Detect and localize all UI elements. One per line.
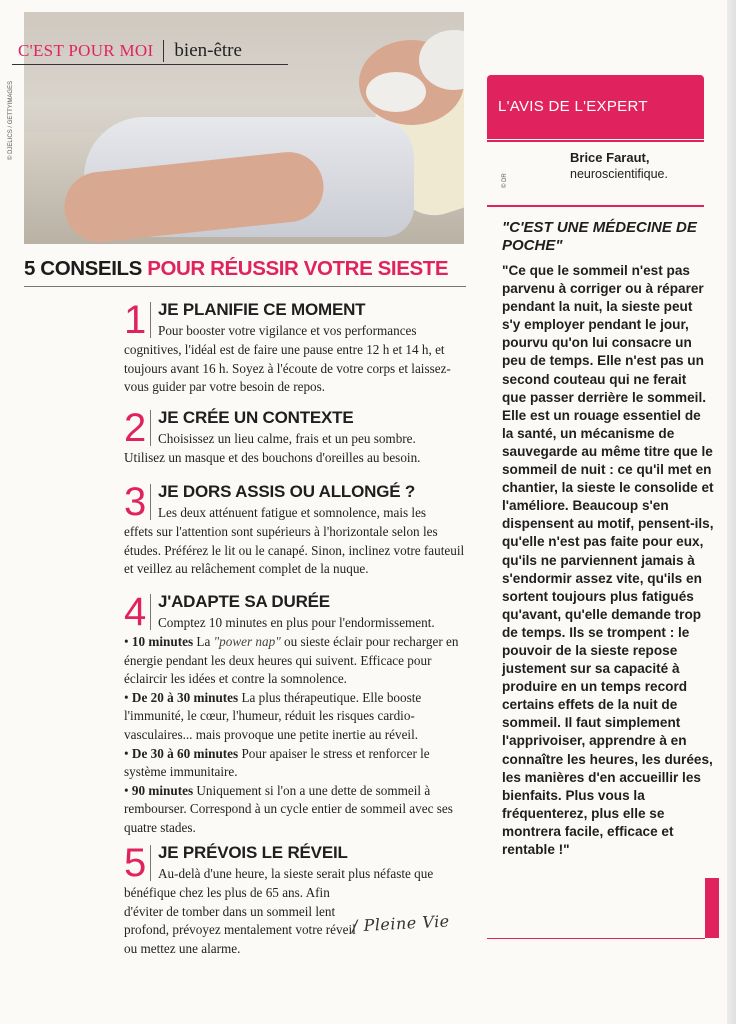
quote-bottom-rule xyxy=(487,938,705,939)
tip-number: 4 xyxy=(124,590,147,634)
duration-item: • 90 minutes Uniquement si l'on a une dette de sommeil à rembourser. Correspond à un cycle entier de sommeil avec ses quatre stades. xyxy=(124,782,453,835)
rubric xyxy=(18,38,242,64)
tip-title: JE PRÉVOIS LE RÉVEIL xyxy=(158,843,348,862)
tip-divider xyxy=(150,845,151,881)
tip-text: Utilisez un masque et des bouchons d'oreilles au besoin. xyxy=(124,450,421,465)
tip-title: JE CRÉE UN CONTEXTE xyxy=(158,408,354,427)
tip-first-line: Au-delà d'une heure, la sieste serait plus néfaste que xyxy=(158,866,434,881)
handwritten-signature: / Pleine Vie xyxy=(351,911,451,936)
rubric-underline xyxy=(12,64,288,65)
duration-item: • De 20 à 30 minutes La plus thérapeutique. Elle booste l'immunité, le cœur, l'humeur, réduit les risques cardio-vasculaires... mais provoque une petite inertie au réveil. xyxy=(124,689,422,742)
rubric-main: C'EST POUR MOI xyxy=(18,41,154,60)
expert-role: neuroscientifique. xyxy=(570,167,668,181)
expert-photo-credit: © DR xyxy=(502,173,508,188)
tip-number: 2 xyxy=(124,406,147,450)
tip-number: 3 xyxy=(124,480,147,524)
tip-divider xyxy=(150,484,151,520)
expert-photo xyxy=(487,142,567,202)
tip-title: JE DORS ASSIS OU ALLONGÉ ? xyxy=(158,482,416,501)
tip-3 xyxy=(124,482,468,582)
rubric-separator xyxy=(163,40,164,62)
tip-number: 5 xyxy=(124,841,147,885)
quote-body: "Ce que le sommeil n'est pas parvenu à corriger ou à réparer pendant la nuit, la sieste peut s'y employer pendant le jour, pourvu qu'on lui consacre un peu de temps. Elle n'est pas un second couteau qui ne ferait que passer derrière le sommeil. Elle est un rouage essentiel de la santé, un mécanisme de sauvegarde au même titre que le sommeil de nuit : ce qu'il met en chantier, la sieste le consolide et l'améliore. Beaucoup s'en dispensent au motif, pensent-ils, qu'elle n'est pas faite pour eux, qu'ils ne parviennent jamais à s'endormir assez vite, qu'ils en sortent toujours plus fatigués qu'avant, qu'elle demande trop de temps. Ils se trompent : le pouvoir de la sieste repose justement sur sa capacité à produire en un temps record certains effets de la nuit de sommeil. Il faut simplement l'apprivoiser, apprendre à en connaître les heures, les durées, les manières d'en accueillir les bienfaits. Plus vous la fréquenterez, plus elle se montrera facile, efficace et rentable !" xyxy=(502,263,714,857)
photo-credit: © DJELICS / GETTYIMAGES xyxy=(8,80,14,160)
tip-text: cognitives, l'idéal est de faire une pause entre 12 h et 14 h, et toujours avant 16 h. Soyez à l'écoute de votre corps et laissez-vous guider par votre besoin de repos. xyxy=(124,342,451,395)
tip-first-line: Comptez 10 minutes en plus pour l'endormissement. xyxy=(158,615,435,630)
rubric-sub: bien-être xyxy=(174,40,242,61)
tip-title: JE PLANIFIE CE MOMENT xyxy=(158,300,366,319)
title-rule xyxy=(24,286,466,287)
tip-4 xyxy=(124,590,468,835)
quote-accent-bar xyxy=(705,878,719,938)
expert-label: L'AVIS DE L'EXPERT xyxy=(498,98,648,115)
tip-divider xyxy=(150,410,151,446)
tip-first-line: Pour booster votre vigilance et vos performances xyxy=(158,323,417,338)
tip-number: 1 xyxy=(124,298,147,342)
tip-first-line: Choisissez un lieu calme, frais et un peu sombre. xyxy=(158,431,416,446)
tip-1 xyxy=(124,300,468,400)
duration-item: • 10 minutes La "power nap" ou sieste éclair pour recharger en énergie pendant les deux heures qui suivent. Efficace pour éclaircir les idées et contre la somnolence. xyxy=(124,634,459,687)
title-dark: 5 CONSEILS xyxy=(24,257,148,280)
title-pink: POUR RÉUSSIR VOTRE SIESTE xyxy=(147,257,449,280)
page-title xyxy=(24,257,448,281)
duration-list xyxy=(124,633,468,838)
tip-divider xyxy=(150,302,151,338)
duration-item: • De 30 à 60 minutes Pour apaiser le stress et renforcer le système immunitaire. xyxy=(124,745,430,780)
tip-text: bénéfique chez les plus de 65 ans. Afin d'éviter de tomber dans un sommeil lent profond, prévoyez mentalement votre réveil ou mettez une alarme. xyxy=(124,885,356,956)
quote-title: "C'EST UNE MÉDECINE DE POCHE" xyxy=(502,219,697,254)
expert-name: Brice Faraut, xyxy=(570,150,650,165)
tip-text: effets sur l'attention sont supérieurs à l'horizontale selon les études. Préférez le lit ou le canapé. Sinon, inclinez votre fauteuil et veillez au relâchement complet de la nuque. xyxy=(124,524,465,577)
expert-rule xyxy=(487,205,704,207)
tip-2 xyxy=(124,408,468,468)
tip-first-line: Les deux atténuent fatigue et somnolence, mais les xyxy=(158,505,427,520)
tip-divider xyxy=(150,594,151,630)
tip-title: J'ADAPTE SA DURÉE xyxy=(158,592,330,611)
